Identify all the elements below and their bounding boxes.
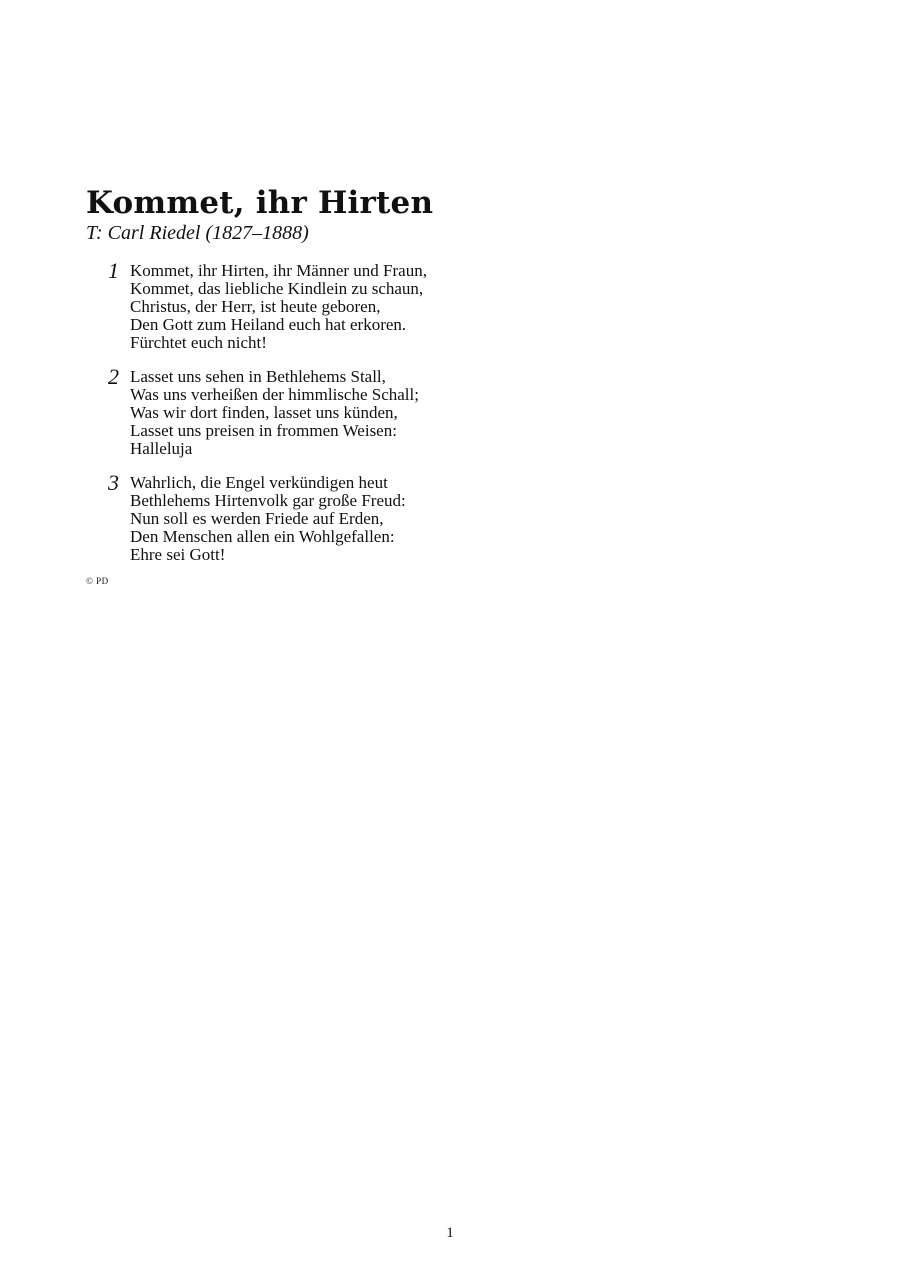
song-title: Kommet, ihr Hirten xyxy=(86,185,434,221)
verse-number: 3 xyxy=(108,470,119,495)
verse-line: Was wir dort finden, lasset uns künden, xyxy=(130,403,398,422)
verse-line: Kommet, das liebliche Kindlein zu schaun, xyxy=(130,279,424,298)
verse-line: Den Gott zum Heiland euch hat erkoren. xyxy=(130,315,407,334)
verse-line: Christus, der Herr, ist heute geboren, xyxy=(130,297,381,316)
verse-lines xyxy=(130,368,427,458)
verse-line: Wahrlich, die Engel verkündigen heut xyxy=(130,473,388,492)
verse-line: Lasset uns preisen in frommen Weisen: xyxy=(130,421,397,440)
verse-line: Lasset uns sehen in Bethlehems Stall, xyxy=(130,367,386,386)
verse-number: 2 xyxy=(108,364,119,389)
verse-lines xyxy=(130,474,427,564)
verse-line: Kommet, ihr Hirten, ihr Männer und Fraun, xyxy=(130,261,427,280)
verse-1 xyxy=(108,258,427,352)
verse-line: Fürchtet euch nicht! xyxy=(130,333,267,352)
verse-line: Den Menschen allen ein Wohlgefallen: xyxy=(130,527,395,546)
verse-line: Bethlehems Hirtenvolk gar große Freud: xyxy=(130,491,406,510)
verse-lines xyxy=(130,262,427,352)
verse-number: 1 xyxy=(108,258,119,283)
verse-line: Ehre sei Gott! xyxy=(130,545,226,564)
verses xyxy=(108,258,427,580)
verse-line: Was uns verheißen der himmlische Schall; xyxy=(130,385,419,404)
verse-line: Halleluja xyxy=(130,439,193,458)
song-author: T: Carl Riedel (1827–1888) xyxy=(86,222,309,244)
verse-3 xyxy=(108,470,427,564)
page-number: 1 xyxy=(446,1225,454,1241)
copyright-notice: © PD xyxy=(86,576,109,586)
verse-2 xyxy=(108,364,427,458)
verse-line: Nun soll es werden Friede auf Erden, xyxy=(130,509,384,528)
